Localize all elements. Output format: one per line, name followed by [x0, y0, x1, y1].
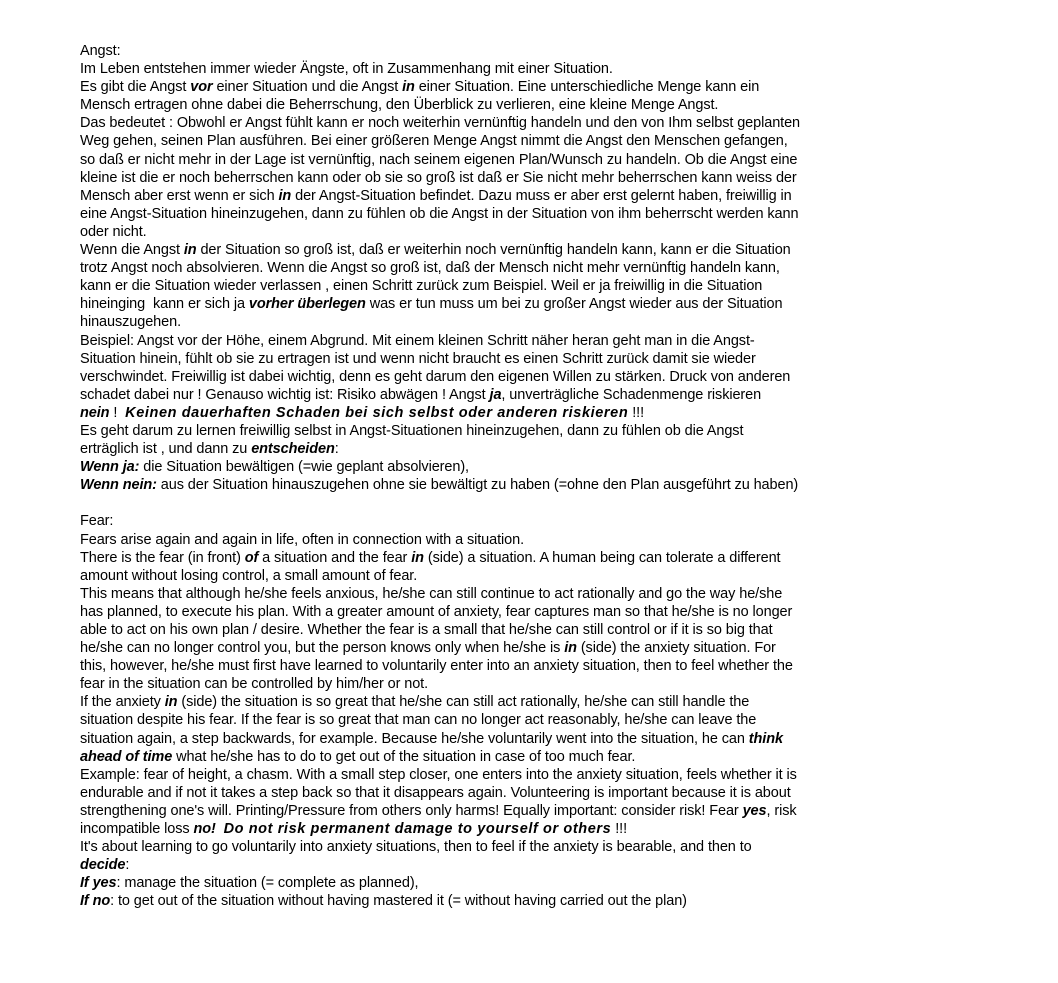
text-run: If the anxiety	[80, 694, 165, 711]
text-run: einer Situation. Eine unterschiedliche Menge kann ein	[414, 79, 760, 96]
english-line: amount without losing control, a small amount of fear.	[80, 567, 418, 584]
english-line	[80, 802, 900, 820]
emphasis-text: Wenn ja:	[80, 459, 140, 476]
german-line	[80, 404, 900, 422]
english-line: fear in the situation can be controlled by him/her or not.	[80, 676, 429, 693]
emphasis-text: yes	[742, 802, 767, 819]
text-run: incompatible loss	[80, 821, 194, 838]
text-run: what he/she has to do to get out of the situation in case of too much fear.	[172, 748, 636, 765]
german-line	[80, 241, 900, 259]
emphasis-text: decide	[80, 857, 126, 874]
text-run	[216, 821, 224, 837]
english-line: able to act on his own plan / desire. Whether the fear is a small that he/she can still control or if it is so big that	[80, 622, 773, 638]
text-run: hineinging kann er sich ja	[80, 296, 249, 313]
german-line: kleine ist die er noch beherrschen kann oder ob sie so groß ist daß er Sie nicht mehr beherrschen kann weiss der	[80, 169, 797, 186]
german-line: Weg gehen, seinen Plan ausführen. Bei einer größeren Menge Angst nimmt die Angst den Menschen gefangen,	[80, 133, 788, 150]
text-run: (side) the situation is so great that he/she can still act rationally, he/she can still handle the	[177, 694, 750, 711]
english-line	[80, 874, 900, 892]
emphasis-text: in	[402, 79, 415, 96]
text-run: Wenn die Angst	[80, 242, 184, 259]
emphasis-text: ahead of time	[80, 748, 173, 765]
english-line: It's about learning to go voluntarily into anxiety situations, then to feel if the anxiety is bearable, and then to	[80, 839, 752, 856]
emphasis-text: vorher überlegen	[248, 296, 366, 313]
german-line	[80, 187, 900, 205]
text-run: Es gibt die Angst	[80, 79, 191, 96]
english-line	[80, 730, 900, 748]
emphasis-text: Keinen dauerhaften Schaden bei sich selbst oder anderen riskieren	[125, 404, 629, 421]
text-run: der Situation so groß ist, daß er weiterhin noch vernünftig handeln kann, kann er die Situation	[196, 242, 791, 259]
english-line	[80, 693, 900, 711]
emphasis-text: entscheiden	[251, 441, 335, 458]
english-line: This means that although he/she feels anxious, he/she can still continue to act rationally and go the way he/she	[80, 585, 783, 602]
german-line	[80, 458, 900, 476]
english-line: Example: fear of height, a chasm. With a small step closer, one enters into the anxiety situation, feels whether it is	[80, 766, 797, 783]
text-run: schadet dabei nur ! Genauso wichtig ist: Risiko abwägen ! Angst	[80, 386, 490, 403]
german-line	[80, 78, 900, 96]
german-heading: Angst:	[80, 43, 121, 59]
german-line: Es geht darum zu lernen freiwillig selbst in Angst-Situationen hineinzugehen, dann zu fühlen ob die Angst	[80, 422, 744, 439]
german-line: eine Angst-Situation hineinzugehen, dann zu fühlen ob die Angst in der Situation von ihm beherrscht werden kann	[80, 205, 799, 222]
emphasis-text: in	[278, 187, 292, 204]
text-run: There is the fear (in front)	[80, 549, 245, 566]
text-run: (side) a situation. A human being can tolerate a different	[423, 549, 781, 566]
emphasis-text: If yes	[80, 875, 117, 892]
section-gap	[80, 494, 900, 512]
german-line	[80, 295, 900, 313]
text-run: einer Situation und die Angst	[212, 79, 403, 96]
text-run: Mensch aber erst wenn er sich	[80, 187, 279, 204]
english-line	[80, 748, 900, 766]
german-line: oder nicht.	[80, 223, 147, 240]
german-line	[80, 476, 900, 494]
document-body	[80, 42, 900, 911]
text-run: die Situation bewältigen (=wie geplant absolvieren),	[139, 459, 469, 476]
english-line: endurable and if not it takes a step back so that it disappears again. Volunteering is important because it is about	[80, 784, 791, 801]
text-run: :	[125, 857, 130, 874]
text-run: a situation and the fear	[258, 549, 412, 566]
english-line	[80, 892, 900, 910]
english-line	[80, 820, 900, 838]
emphasis-text: think	[748, 730, 783, 747]
german-line: trotz Angst noch absolvieren. Wenn die Angst so groß ist, daß der Mensch nicht mehr vernünftig handeln kann,	[80, 260, 780, 277]
emphasis-text: nein	[80, 404, 110, 421]
german-line: kann er die Situation wieder verlassen , einen Schritt zurück zum Beispiel. Weil er ja freiwillig in die Situation	[80, 278, 763, 295]
english-line: Fears arise again and again in life, often in connection with a situation.	[80, 531, 524, 548]
german-line: verschwindet. Freiwillig ist dabei wichtig, denn es geht darum den eigenen Willen zu stärken. Druck von anderen	[80, 368, 791, 385]
text-run: :	[334, 441, 339, 458]
text-run: !	[109, 404, 126, 421]
text-run: aus der Situation hinauszugehen ohne sie bewältigt zu haben (=ohne den Plan ausgeführt zu haben)	[156, 477, 799, 494]
english-line	[80, 549, 900, 567]
english-line	[80, 856, 900, 874]
text-run: !!!	[628, 404, 645, 421]
emphasis-text: Wenn nein:	[80, 477, 157, 494]
text-run: was er tun muss um bei zu großer Angst wieder aus der Situation	[365, 296, 783, 313]
text-run: erträglich ist , und dann zu	[80, 441, 252, 458]
english-line: situation despite his fear. If the fear is so great that man can no longer act reasonably, he/she can leave the	[80, 712, 757, 729]
text-run: (side) the anxiety situation. For	[576, 640, 776, 657]
text-run: : manage the situation (= complete as planned),	[116, 875, 419, 892]
text-run: , risk	[766, 802, 797, 819]
text-run: he/she can no longer control you, but the person knows only when he/she is	[80, 640, 565, 657]
emphasis-text: no!	[193, 821, 216, 838]
german-line: hinauszugehen.	[80, 314, 181, 331]
text-run: situation again, a step backwards, for example. Because he/she voluntarily went into the situation, he can	[80, 730, 749, 747]
english-heading: Fear:	[80, 513, 114, 530]
german-line: Im Leben entstehen immer wieder Ängste, oft in Zusammenhang mit einer Situation.	[80, 61, 613, 78]
emphasis-text: in	[183, 242, 197, 259]
emphasis-text: ja	[489, 386, 502, 403]
english-line: has planned, to execute his plan. With a greater amount of anxiety, fear captures man so that he/she is no longer	[80, 603, 793, 620]
german-line	[80, 386, 900, 404]
german-line: so daß er nicht mehr in der Lage ist vernünftig, nach seinem eigenen Plan/Wunsch zu handeln. Ob die Angst eine	[80, 151, 798, 168]
german-line: Mensch ertragen ohne dabei die Beherrschung, den Überblick zu verlieren, eine kleine Menge Angst.	[80, 97, 719, 114]
emphasis-text: Do not risk permanent damage to yourself or others	[223, 821, 612, 838]
emphasis-text: If no	[80, 893, 111, 910]
text-run: strengthening one's will. Printing/Pressure from others only harms! Equally important: consider risk! Fear	[80, 802, 743, 819]
emphasis-text: vor	[190, 79, 213, 96]
german-line: Beispiel: Angst vor der Höhe, einem Abgrund. Mit einem kleinen Schritt näher heran geht man in die Angst-	[80, 332, 755, 349]
text-run: , unverträgliche Schadenmenge riskieren	[501, 386, 762, 403]
english-line: this, however, he/she must first have learned to voluntarily enter into an anxiety situation, then to feel whether the	[80, 658, 793, 675]
emphasis-text: in	[411, 549, 424, 566]
emphasis-text: in	[564, 640, 577, 657]
german-line: Situation hinein, fühlt ob sie zu ertragen ist und wenn nicht braucht es einen Schritt zurück damit sie wieder	[80, 350, 756, 367]
german-line	[80, 440, 900, 458]
emphasis-text: of	[244, 549, 259, 566]
emphasis-text: in	[164, 694, 178, 711]
text-run: !!!	[611, 821, 628, 838]
text-run: der Angst-Situation befindet. Dazu muss er aber erst gelernt haben, freiwillig in	[291, 187, 792, 204]
german-line: Das bedeutet : Obwohl er Angst fühlt kann er noch weiterhin vernünftig handeln und den von Ihm selbst geplanten	[80, 115, 801, 132]
text-run: : to get out of the situation without having mastered it (= without having carried out the plan)	[110, 893, 687, 910]
english-line	[80, 639, 900, 657]
